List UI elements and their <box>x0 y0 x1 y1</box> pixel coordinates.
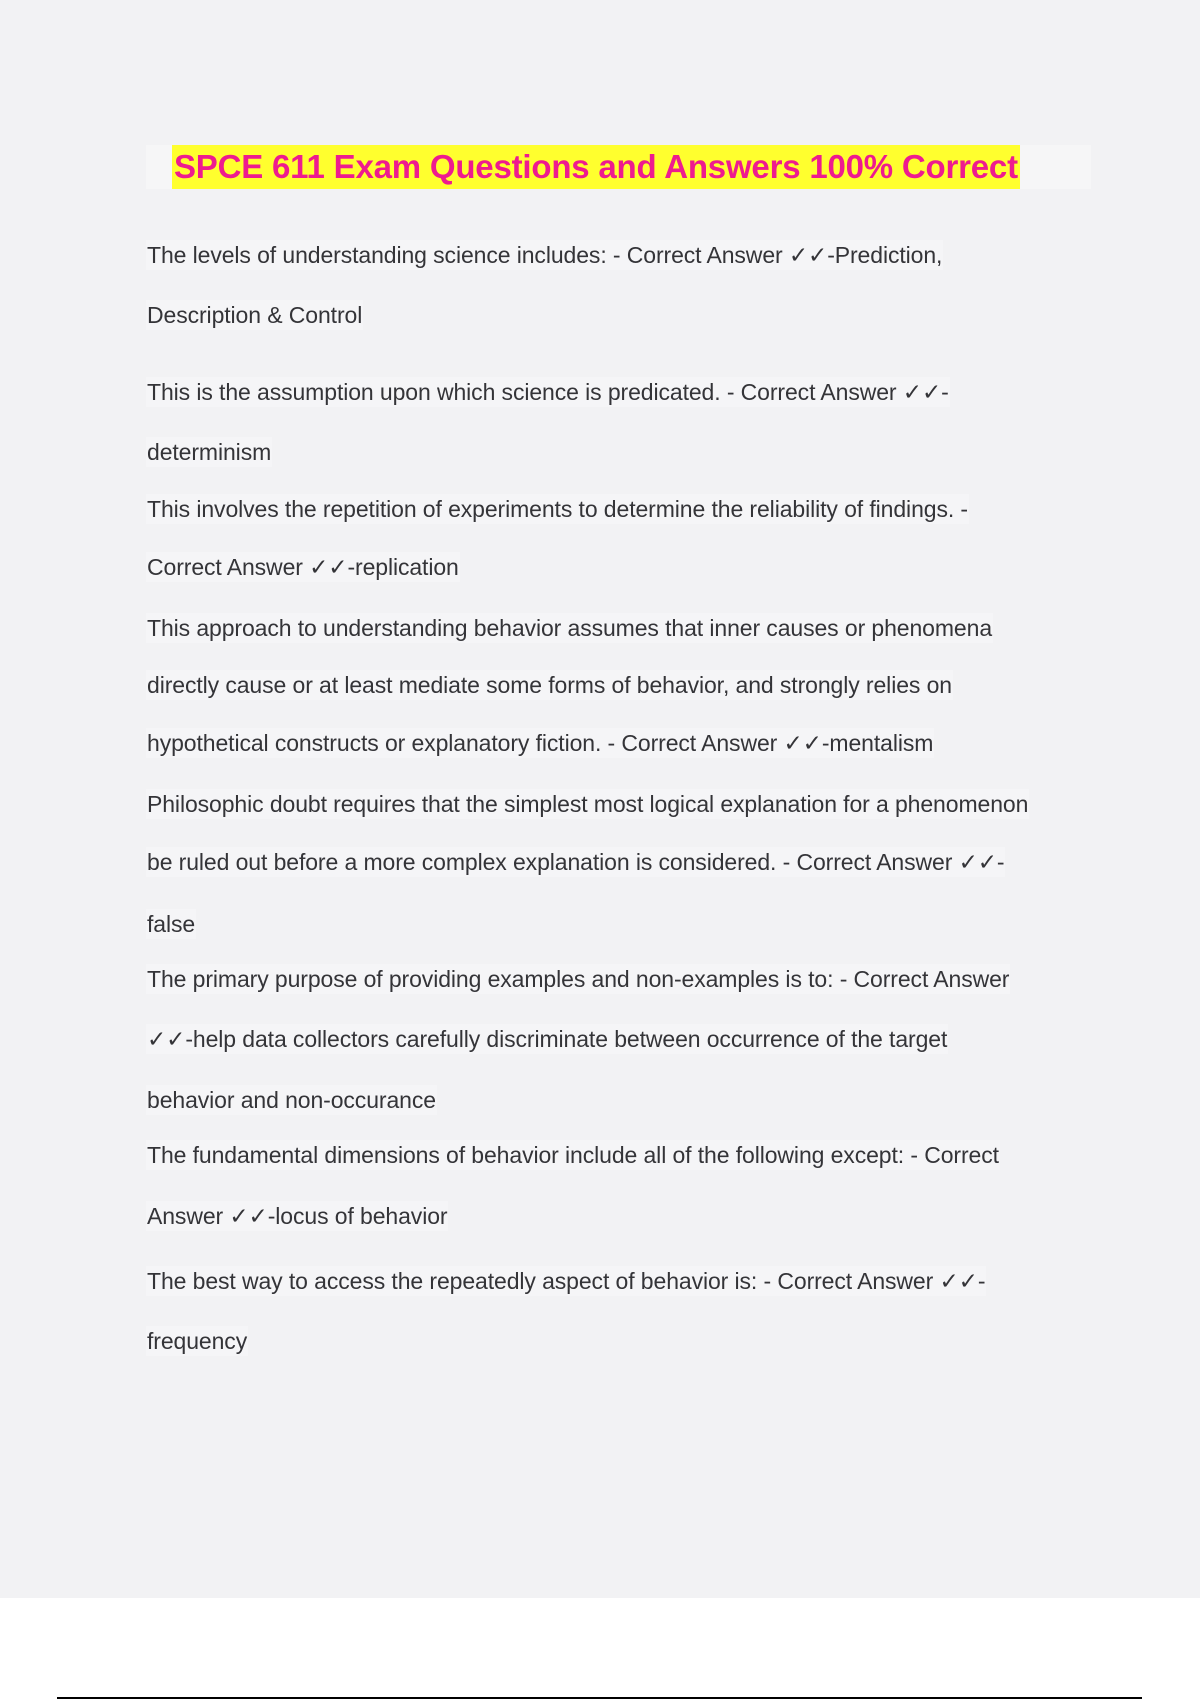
qa-line: The fundamental dimensions of behavior include all of the following except: - Correct <box>147 1142 999 1168</box>
qa-line: The best way to access the repeatedly aspect of behavior is: - Correct Answer ✓✓- <box>147 1268 986 1294</box>
qa-line: false <box>147 911 196 937</box>
qa-line: be ruled out before a more complex explanation is considered. - Correct Answer ✓✓- <box>147 849 1005 875</box>
qa-line: This involves the repetition of experiments to determine the reliability of findings. - <box>147 496 968 522</box>
qa-line: hypothetical constructs or explanatory fiction. - Correct Answer ✓✓-mentalism <box>147 730 934 756</box>
document-title: SPCE 611 Exam Questions and Answers 100% Correct <box>172 145 1020 189</box>
qa-line: The levels of understanding science includes: - Correct Answer ✓✓-Prediction, <box>147 242 943 268</box>
qa-line: ✓✓-help data collectors carefully discriminate between occurrence of the target <box>147 1026 948 1052</box>
footer-rule <box>57 1697 1142 1699</box>
qa-line: Correct Answer ✓✓-replication <box>147 554 459 580</box>
qa-line: The primary purpose of providing examples and non-examples is to: - Correct Answer <box>147 966 1010 992</box>
qa-line: behavior and non-occurance <box>147 1087 436 1113</box>
qa-line: Answer ✓✓-locus of behavior <box>147 1203 448 1229</box>
qa-line: This approach to understanding behavior assumes that inner causes or phenomena <box>147 615 993 641</box>
qa-line: Philosophic doubt requires that the simplest most logical explanation for a phenomenon <box>147 791 1029 817</box>
qa-line: This is the assumption upon which science is predicated. - Correct Answer ✓✓- <box>147 379 949 405</box>
qa-line: directly cause or at least mediate some forms of behavior, and strongly relies on <box>147 672 952 698</box>
qa-line: Description & Control <box>147 302 363 328</box>
qa-line: determinism <box>147 439 272 465</box>
qa-line: frequency <box>147 1328 248 1354</box>
